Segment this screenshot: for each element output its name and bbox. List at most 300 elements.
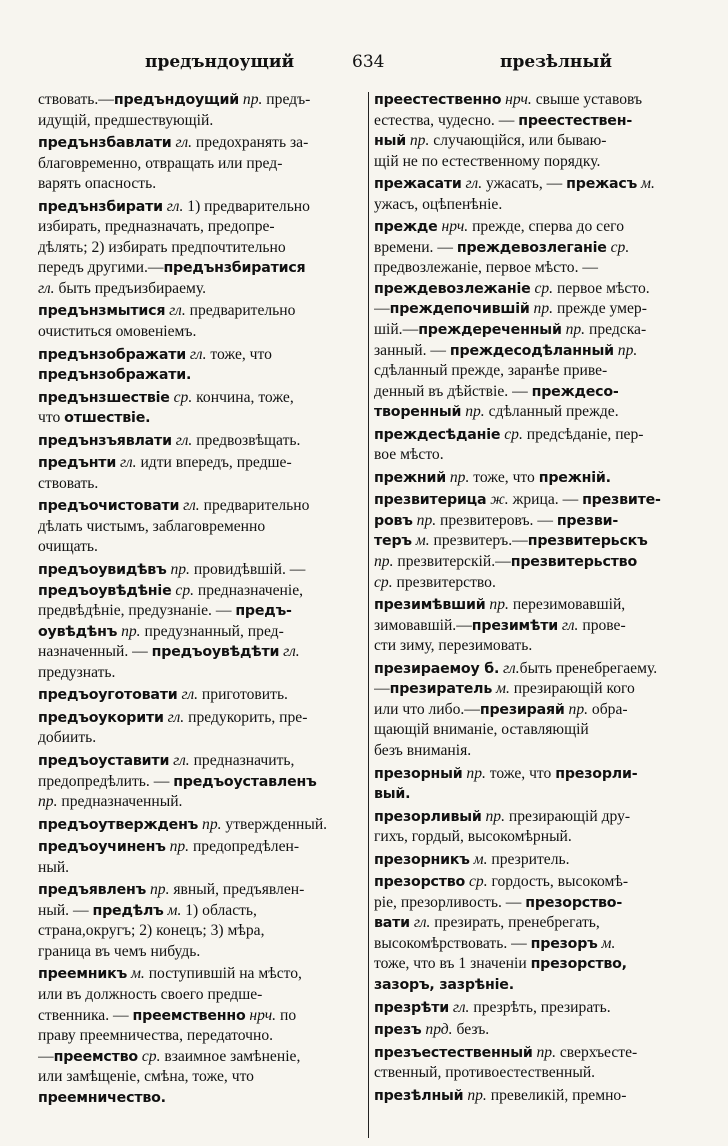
entry-line [38,517,363,538]
grammar-label: гл. [557,616,579,634]
right-column [374,90,696,1140]
headword: преждереченный [418,322,562,339]
headword: презвитерьскъ [527,533,648,550]
entry-line [374,131,696,152]
dictionary-entry [374,998,696,1019]
entry-line [374,659,696,680]
headword: презрѣти [374,999,449,1016]
headword: преждесодѣланный [449,342,614,359]
headword: презѣлный [374,1087,464,1104]
entry-line [38,496,363,517]
grammar-label: м. [411,532,430,550]
headword: презъестественный [374,1044,533,1061]
entry-line [38,474,363,495]
entry-line [38,858,363,879]
dictionary-entry [38,837,363,878]
grammar-label: гл. [179,497,200,515]
entry-line [38,111,363,132]
grammar-label: ж. [486,491,509,509]
definition-text: естества, чудесно. — [374,111,519,129]
entry-line [374,468,696,489]
entry-line [374,258,696,279]
entry-line [374,893,696,914]
grammar-label: пр. [374,553,394,571]
entry-line [374,934,696,955]
definition-text: предузнать. [38,663,116,681]
dictionary-entry [38,560,363,683]
dictionary-entry [38,964,363,1108]
definition-text: кончина, тоже, [192,388,294,406]
dictionary-entry [374,872,696,995]
headword: прежде [374,219,438,236]
headword: предънти [38,455,117,472]
headword: прежасъ [566,176,638,193]
headword: предъоувѣдѣніе [38,582,172,599]
entry-line [38,1026,363,1047]
definition-text: 1) область, [181,901,257,919]
dictionary-entry [374,1020,696,1041]
grammar-label: пр. [198,815,222,833]
definition-text: предопредѣлить. — [38,772,174,790]
entry-line [374,90,696,111]
definition-text: варять опасность. [38,175,157,193]
definition-text: граница въ чемъ нибудь. [38,942,201,960]
definition-text: 1) предварительно [183,197,310,215]
headword: презимѣти [471,617,558,634]
headword: прежасати [374,176,462,193]
headword: предъоуготовати [38,687,178,704]
definition-text: предска- [585,321,647,339]
definition-text: презвитерство. [392,573,496,591]
grammar-label: нрч. [501,91,532,108]
entry-line [374,111,696,132]
entry-line [38,601,363,622]
grammar-label: гл. [171,134,193,152]
entry-line [374,954,696,975]
headword: презорли- [555,765,638,782]
definition-text: утвержденный. [221,815,328,833]
headword: преемникъ [38,966,128,983]
grammar-label: пр. [561,321,586,339]
definition-text: передъ другими.— [38,259,164,277]
entry-line [374,720,696,741]
definition-text: щій не по естественному порядку. [374,152,601,170]
definition-text: предназначить, [189,751,295,769]
definition-text: предназначенный. [57,793,183,811]
dictionary-entry [38,388,363,429]
entry-line [374,741,696,762]
definition-text: сдѣланный прежде. [484,403,619,421]
definition-text: перезимовавшій, [508,596,626,614]
definition-text: первое мѣсто. [553,279,650,297]
grammar-label: пр. [485,596,509,614]
grammar-label: пр. [532,1043,556,1061]
definition-text: ный. — [38,901,93,919]
entry-line [374,490,696,511]
entry-line [38,685,363,706]
headword: предънзмытися [38,303,166,320]
entry-line [38,880,363,901]
grammar-label: ср. [530,279,554,297]
grammar-label: гл. [186,345,207,363]
entry-line [374,975,696,996]
entry-line [374,1020,696,1041]
definition-text: обра- [588,700,628,718]
headword: преждесѣданіе [374,426,501,443]
entry-line [374,700,696,721]
grammar-label: гл. [165,302,186,320]
definition-text: избирать, предназначать, предопре- [38,218,275,236]
entry-line [38,537,363,558]
grammar-label: ср. [374,573,393,591]
headword: предъндоущий [113,92,240,108]
dictionary-entry [374,468,696,489]
definition-text: дѣлать чистымъ, заблаговременно [38,517,266,535]
dictionary-entry [374,764,696,805]
entry-line [38,815,363,836]
headword: предънзъявлати [38,432,172,449]
grammar-label: гл. [279,643,300,661]
headword: презорство [374,874,466,891]
definition-text: времени. — [374,238,457,256]
entry-line [374,445,696,466]
entry-line [374,531,696,552]
definition-text: превеликій, премно- [486,1086,627,1104]
headword: преемственно [132,1007,246,1024]
grammar-label: нрч. [437,218,469,236]
grammar-label: гл. [116,454,137,472]
grammar-label: гл. [38,279,55,297]
grammar-label: пр. [117,622,141,640]
grammar-label: пр. [405,132,430,150]
definition-text: предварительно [199,497,310,515]
entry-line [38,174,363,195]
definition-text: предузнанный, пред- [140,622,284,640]
headword: предънзображати. [38,367,192,384]
headword: предѣлъ [92,902,164,919]
entry-line [38,388,363,409]
headword: предъоучиненъ [38,839,166,856]
definition-text: быть пренебрегаему. [519,659,658,677]
headword: преждевозлежаніе [374,280,531,297]
grammar-label: пр. [445,468,470,486]
dictionary-entry [38,90,363,131]
entry-line [374,807,696,828]
headword: презираемоу б. [374,660,500,677]
entry-line [38,279,363,300]
definition-text: или въ должность своего предше- [38,985,263,1003]
entry-line [374,341,696,362]
definition-text: презвитеровъ. — [436,511,557,529]
headword: презвите- [582,492,661,509]
headword: предънзбирати [38,198,163,215]
grammar-label: ср. [137,1047,161,1065]
entry-line [374,1063,696,1084]
definition-text: — [374,680,390,698]
headword: презвитерьство [510,554,638,571]
entry-line [38,560,363,581]
entry-line [374,425,696,446]
dictionary-entry [38,431,363,452]
left-column [38,90,363,1140]
definition-text: жрица. — [508,491,583,509]
headword: творенный [374,404,462,421]
definition-text: тоже, что [485,764,556,782]
headword: презимѣвший [374,597,486,614]
grammar-label: прд. [421,1021,453,1039]
dictionary-entry [374,850,696,871]
grammar-label: пр. [481,807,505,825]
definition-text: презрѣть, презирать. [469,998,611,1016]
entry-line [374,573,696,594]
headword: предъоувидѣвъ [38,562,167,579]
headword: презорникъ [374,851,470,868]
running-head [0,52,728,80]
definition-text: тоже, что [469,468,539,486]
dictionary-entry [38,496,363,558]
definition-text: страна,округъ; 2) конецъ; 3) мѣра, [38,922,265,940]
definition-text: гордость, высокомѣ- [487,873,629,891]
entry-line [38,663,363,684]
definition-text: предохранять за- [192,134,309,152]
entry-line [38,1047,363,1068]
entry-line [374,616,696,637]
entry-line [38,1088,363,1109]
entry-line [38,901,363,922]
entry-line [374,636,696,657]
grammar-label: пр. [165,838,190,856]
entry-line [38,708,363,729]
definition-text: шій.— [374,321,419,339]
entry-line [38,837,363,858]
definition-text: безъ. [452,1021,490,1039]
entry-line [374,361,696,382]
entry-line [38,964,363,985]
grammar-label: пр. [613,341,638,359]
entry-line [38,431,363,452]
grammar-label: пр. [462,764,486,782]
dictionary-entry [38,133,363,195]
grammar-label: нрч. [245,1006,277,1024]
entry-line [374,382,696,403]
headword: предънзшествіе [38,389,170,406]
dictionary-entry [38,453,363,494]
definition-text: гихъ, гордый, высокомѣрный. [374,828,572,846]
headword: преестественно [374,92,502,108]
definition-text: — [374,300,390,318]
entry-line [38,942,363,963]
definition-text: поступившій на мѣсто, [144,965,302,983]
definition-text: предварительно [185,302,296,320]
definition-text: предсѣданіе, пер- [522,425,644,443]
definition-text: щающій вниманіе, оставляющій [374,721,589,739]
grammar-label: м. [469,850,488,868]
dictionary-entry [374,1043,696,1084]
entry-line [38,581,363,602]
grammar-label: гл. [169,751,190,769]
definition-text: или что либо.— [374,700,480,718]
headword: зазоръ, зазрѣніе. [374,976,514,993]
headword: ный [374,133,406,150]
headword: преждесо- [531,383,619,400]
dictionary-entry [374,807,696,848]
entry-line [374,872,696,893]
entry-line [38,622,363,643]
definition-text: по [276,1006,297,1024]
entry-line [38,792,363,813]
column-divider [368,92,369,1138]
definition-text: ствовать.— [38,91,114,108]
headword: предъоувѣдѣти [151,644,280,661]
definition-text: сти зиму, перезимовать. [374,637,533,655]
entry-line [38,197,363,218]
definition-text: презвитерскій.— [393,553,511,571]
definition-text: дѣлять; 2) избирать предпочтительно [38,238,286,256]
entry-line [38,301,363,322]
entry-line [38,1006,363,1027]
headword: вати [374,915,410,932]
entry-line [374,850,696,871]
definition-text: зимовавшій.— [374,616,472,634]
definition-text: прежде умер- [553,300,647,318]
dictionary-entry [374,659,696,762]
grammar-label: м. [163,901,182,919]
entry-line [38,238,363,259]
definition-text: предназначеніе, [194,581,304,599]
headword: предъоуставленъ [173,773,317,790]
grammar-label: м. [127,965,145,983]
entry-line [38,1067,363,1088]
definition-text: свыше уставовъ [531,91,643,108]
grammar-label: ср. [500,425,523,443]
entry-line [38,133,363,154]
headword: презорливый [374,808,482,825]
definition-text: быть предъизбираему. [54,279,206,297]
entry-line [38,408,363,429]
entry-line [38,258,363,279]
entry-line [374,679,696,700]
entry-line [374,238,696,259]
entry-line [374,552,696,573]
definition-text: провидѣвшій. — [189,561,306,579]
definition-text: ственника. — [38,1006,133,1024]
definition-text: предопредѣлен- [189,838,300,856]
entry-line [374,217,696,238]
dictionary-entry [38,301,363,342]
grammar-label: гл. [448,998,470,1016]
headword: презорство, [530,956,627,973]
headword: презорный [374,765,463,782]
dictionary-entry [38,751,363,813]
definition-text: сдѣланный прежде, заранѣе приве- [374,362,608,380]
entry-line [374,1086,696,1107]
definition-text: предукорить, пре- [184,708,308,726]
grammar-label: пр. [38,793,58,811]
definition-text: — [38,1047,54,1065]
dictionary-entry [38,880,363,962]
headword: преемство [53,1048,138,1065]
entry-line [374,195,696,216]
entry-line [374,402,696,423]
definition-text: очищать. [38,538,98,556]
definition-text: ріе, презорливость. — [374,893,526,911]
dictionary-entry [38,815,363,836]
grammar-label: ср. [171,581,195,599]
definition-text: предъ- [262,91,311,108]
headword: оувѣдѣнъ [38,623,118,640]
grammar-label: м. [492,680,510,698]
entry-line [38,217,363,238]
definition-text: прежде, сперва до сего [468,218,624,236]
definition-text: предвѣдѣніе, предузнаніе. — [38,602,236,620]
definition-text: тоже, что [206,345,272,363]
grammar-label: гл. [409,914,431,932]
dictionary-entry [38,197,363,300]
header-right-word: презѣлный [500,52,613,72]
headword: предъявленъ [38,882,147,899]
grammar-label: пр. [529,300,554,318]
grammar-label: гл. [461,175,483,193]
entry-line [374,174,696,195]
dictionary-entry [374,425,696,466]
definition-text: предвозлежаніе, первое мѣсто. — [374,259,598,277]
definition-text: безъ вниманія. [374,741,472,759]
definition-text: презирающій дру- [505,807,631,825]
entry-line [38,985,363,1006]
dictionary-entry [38,708,363,749]
entry-line [374,595,696,616]
headword: презираяй [479,701,565,718]
definition-text: презирать, пренебрегать, [430,914,600,932]
headword: теръ [374,533,412,550]
definition-text: прове- [578,616,626,634]
dictionary-entry [374,490,696,593]
entry-line [374,279,696,300]
grammar-label: гл. [499,659,520,677]
grammar-label: ср. [606,238,630,256]
definition-text: презритель. [487,850,570,868]
entry-line [38,728,363,749]
definition-text: тоже, что въ 1 значеніи [374,955,531,973]
definition-text: взаимное замѣненіе, [160,1047,301,1065]
headword: прежній. [538,469,611,486]
entry-line [38,772,363,793]
headword: предъоуставити [38,752,170,769]
grammar-label: пр. [166,561,190,579]
entry-line [374,1043,696,1064]
definition-text: презвитеръ.— [429,532,528,550]
grammar-label: пр. [463,1086,487,1104]
definition-text: презирающій кого [509,680,635,698]
dictionary-entry [374,217,696,422]
entry-line [38,345,363,366]
definition-text: приготовить. [198,686,288,704]
grammar-label: м. [597,934,616,952]
grammar-label: гл. [177,686,199,704]
grammar-label: пр. [412,511,437,529]
headword: презъ [374,1022,422,1039]
entry-line [38,90,363,111]
headword: предъоукорити [38,709,164,726]
definition-text: что [38,409,65,427]
entry-line [374,998,696,1019]
definition-text: ственный, противоестественный. [374,1064,596,1082]
definition-text: сверхъесте- [555,1043,638,1061]
dictionary-entry [38,685,363,706]
headword: презви- [556,512,619,529]
definition-text: занный. — [374,341,450,359]
entry-line [374,784,696,805]
